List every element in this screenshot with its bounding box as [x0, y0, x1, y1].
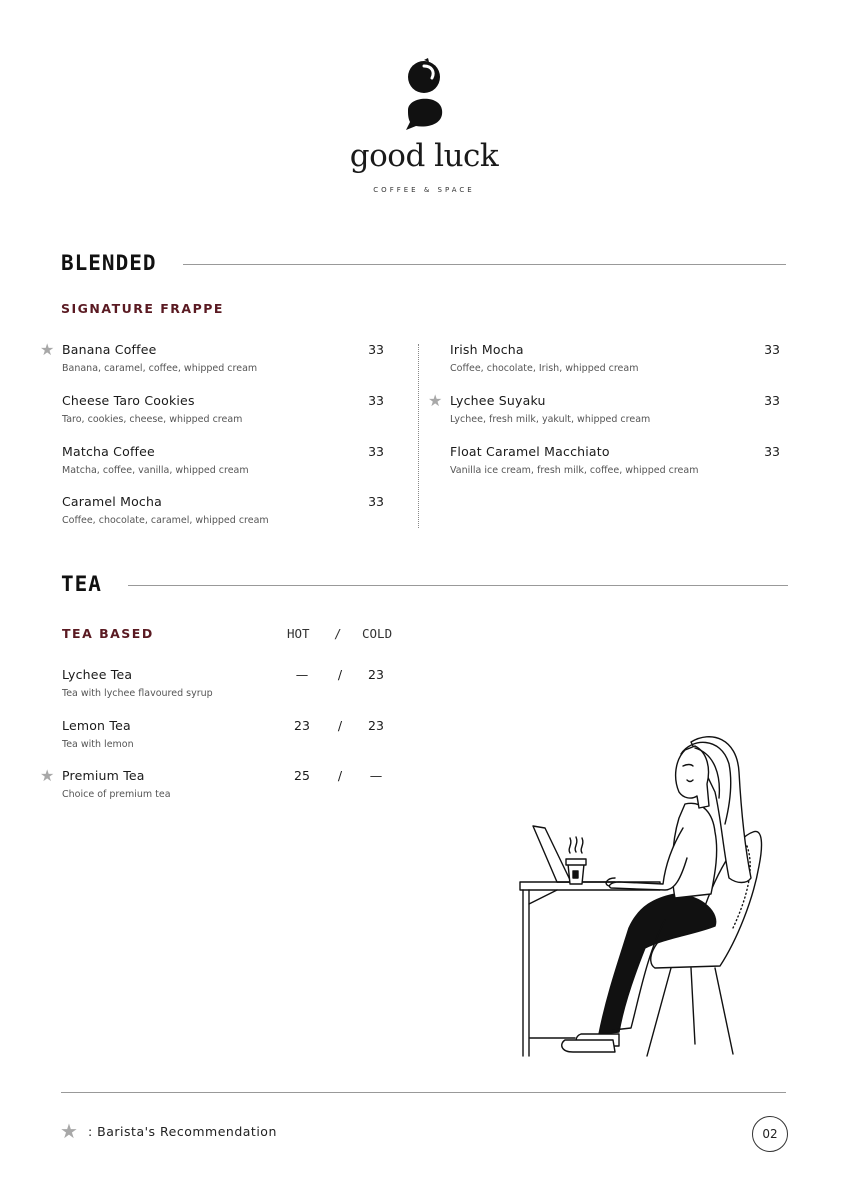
- item-name: Premium Tea: [62, 768, 145, 783]
- section-rule: [183, 264, 786, 265]
- item-name: Cheese Taro Cookies: [62, 393, 195, 408]
- woman-at-laptop-illustration: [515, 728, 770, 1060]
- section-rule: [128, 585, 788, 586]
- menu-item: [450, 342, 780, 374]
- item-desc: Matcha, coffee, vanilla, whipped cream: [62, 465, 249, 476]
- price-cold: 23: [368, 718, 384, 733]
- star-icon: ★: [40, 766, 55, 785]
- item-price: 33: [368, 494, 384, 509]
- price-sep: /: [337, 667, 343, 682]
- price-hot: 23: [294, 718, 310, 733]
- item-name: Caramel Mocha: [62, 494, 162, 509]
- star-icon: ★: [60, 1119, 78, 1143]
- brand-tagline: COFFEE & SPACE: [373, 186, 475, 194]
- price-hot: 25: [294, 768, 310, 783]
- item-price: 33: [764, 444, 780, 459]
- brand-name: good luck: [349, 138, 499, 174]
- item-name: Irish Mocha: [450, 342, 524, 357]
- price-sep: /: [337, 718, 343, 733]
- page-number: 02: [752, 1116, 788, 1152]
- item-price: 33: [764, 393, 780, 408]
- item-price: 33: [368, 444, 384, 459]
- footer-rule: [61, 1092, 786, 1093]
- item-price: 33: [764, 342, 780, 357]
- item-desc: Tea with lemon: [62, 739, 134, 750]
- header-sep: /: [334, 626, 342, 641]
- section-title-blended: BLENDED: [61, 251, 157, 275]
- menu-item: [450, 444, 780, 476]
- menu-item: [428, 391, 780, 425]
- item-desc: Choice of premium tea: [62, 789, 171, 800]
- subsection-title-signature-frappe: SIGNATURE FRAPPE: [61, 301, 224, 316]
- subsection-title-tea-based: TEA BASED: [62, 626, 154, 641]
- header-cold: COLD: [362, 626, 393, 641]
- item-desc: Taro, cookies, cheese, whipped cream: [62, 414, 243, 425]
- item-name: Banana Coffee: [62, 342, 157, 357]
- menu-item: [62, 444, 392, 476]
- price-cold: —: [369, 768, 383, 783]
- item-desc: Coffee, chocolate, caramel, whipped cream: [62, 515, 269, 526]
- price-cold: 23: [368, 667, 384, 682]
- star-icon: ★: [428, 391, 443, 410]
- item-name: Lychee Tea: [62, 667, 133, 682]
- item-desc: Vanilla ice cream, fresh milk, coffee, whipped cream: [450, 465, 699, 476]
- price-hot: —: [295, 667, 309, 682]
- item-desc: Banana, caramel, coffee, whipped cream: [62, 363, 258, 374]
- item-name: Lychee Suyaku: [450, 393, 546, 408]
- column-divider: [418, 344, 419, 528]
- item-desc: Lychee, fresh milk, yakult, whipped cream: [450, 414, 651, 425]
- logo-mark-icon: [402, 58, 446, 132]
- legend-text: : Barista's Recommendation: [88, 1124, 277, 1139]
- section-title-tea: TEA: [61, 572, 102, 596]
- item-price: 33: [368, 342, 384, 357]
- header-hot: HOT: [287, 626, 310, 641]
- item-name: Lemon Tea: [62, 718, 131, 733]
- item-desc: Coffee, chocolate, Irish, whipped cream: [450, 363, 639, 374]
- menu-item: [62, 494, 392, 526]
- item-price: 33: [368, 393, 384, 408]
- item-name: Matcha Coffee: [62, 444, 155, 459]
- price-sep: /: [337, 768, 343, 783]
- menu-item: [40, 340, 392, 374]
- item-name: Float Caramel Macchiato: [450, 444, 610, 459]
- item-desc: Tea with lychee flavoured syrup: [62, 688, 213, 699]
- star-icon: ★: [40, 340, 55, 359]
- menu-item: [62, 393, 392, 425]
